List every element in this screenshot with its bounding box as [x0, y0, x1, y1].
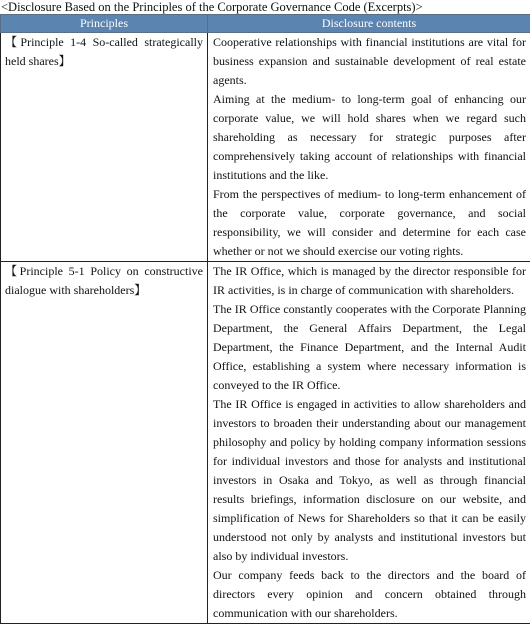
disclosure-paragraph: The IR Office constantly cooperates with the Corporate Planning Department, the General Affairs Department, the Legal Department, the Finance Department, and the Internal Audit Office, establishing a system where necessary information is conveyed to the IR Office.: [213, 302, 526, 392]
disclosure-paragraph: The IR Office is engaged in activities to allow shareholders and investors to broaden their understanding about our management philosophy and policy by holding company information sessions for individual investors and those for analysts and institutional investors in Osaka and Tokyo, as well as through financial results briefings, information disclosure on our website, and simplification of News for Shareholders so that it can be easily understood not only by analysts and institutional investors but also by individual investors.: [213, 397, 526, 563]
principle-cell: 【Principle 1-4 So-called strategically held shares】: [1, 33, 208, 262]
disclosure-cell: [208, 262, 530, 624]
disclosure-paragraph: Cooperative relationships with financial institutions are vital for business expansion and sustainable development of real estate agents.: [213, 35, 526, 87]
principle-cell: 【Principle 5-1 Policy on constructive dialogue with shareholders】: [1, 262, 208, 624]
disclosure-paragraph: From the perspectives of medium- to long-term enhancement of the corporate value, corporate governance, and social responsibility, we will consider and determine for each case whether or not we should exercise our voting rights.: [213, 187, 526, 258]
disclosure-paragraph: Our company feeds back to the directors and the board of directors every opinion and concern obtained through communication with our shareholders.: [213, 568, 526, 620]
governance-disclosure-table: [0, 14, 530, 624]
disclosure-paragraph: Aiming at the medium- to long-term goal of enhancing our corporate value, we will hold shares when we regard such shareholding as necessary for strategic purposes after comprehensively taking account of relationships with financial institutions and the like.: [213, 92, 526, 182]
header-disclosure-contents: Disclosure contents: [208, 15, 530, 33]
disclosure-paragraph: The IR Office, which is managed by the director responsible for IR activities, is in charge of communication with shareholders.: [213, 264, 526, 297]
table-row: [1, 33, 530, 262]
table-row: [1, 262, 530, 624]
table-caption: <Disclosure Based on the Principles of the Corporate Governance Code (Excerpts)>: [1, 0, 423, 14]
disclosure-cell: [208, 33, 530, 262]
table-header-row: [1, 15, 530, 33]
header-principles: Principles: [1, 15, 208, 33]
